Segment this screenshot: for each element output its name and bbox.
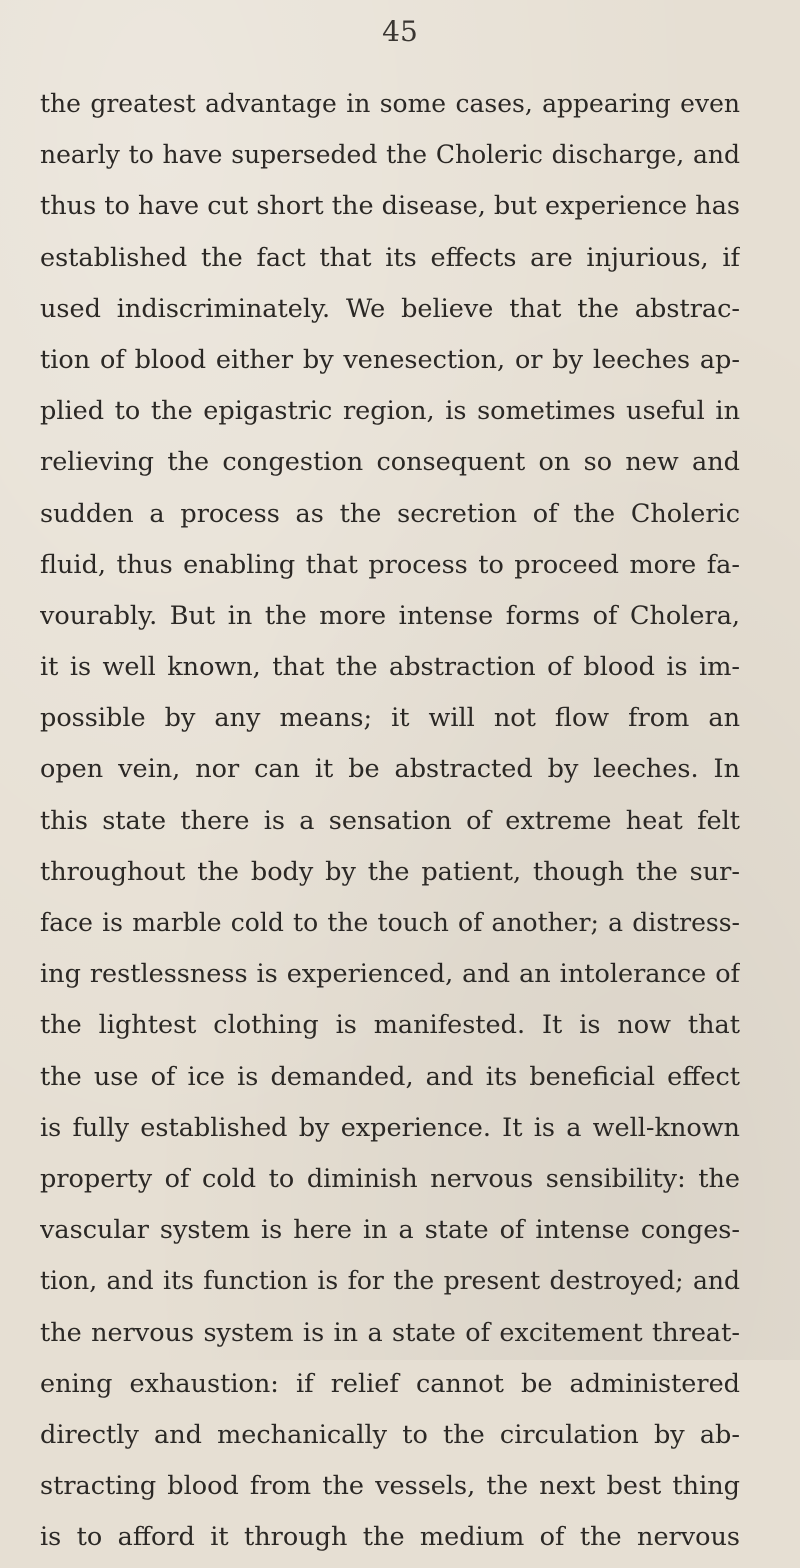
text-line: is to afford it through the medium of the nervous	[40, 1522, 740, 1553]
text-line: nearly to have superseded the Choleric discharge, and	[40, 140, 740, 170]
text-line: relieving the congestion consequent on so new and	[40, 447, 740, 478]
text-line: the use of ice is demanded, and its beneficial effect	[40, 1061, 740, 1092]
text-line: fluid, thus enabling that process to proceed more fa-	[40, 549, 740, 580]
text-line: tion of blood either by venesection, or by leeches ap-	[40, 344, 740, 375]
text-line: face is marble cold to the touch of another; a distress-	[40, 908, 740, 937]
text-line: tion, and its function is for the present destroyed; and	[40, 1266, 740, 1296]
text-line: vourably. But in the more intense forms of Cholera,	[40, 600, 740, 631]
text-line: ening exhaustion: if relief cannot be administered	[40, 1368, 740, 1399]
text-line: the greatest advantage in some cases, appearing even	[40, 89, 740, 118]
body-text	[40, 84, 740, 1568]
text-line: established the fact that its effects are injurious, if	[40, 242, 740, 273]
text-line: property of cold to diminish nervous sensibility: the	[40, 1163, 740, 1194]
text-line: thus to have cut short the disease, but experience has	[40, 191, 740, 222]
text-line: open vein, nor can it be abstracted by leeches. In	[40, 754, 740, 785]
text-line: the nervous system is in a state of excitement threat-	[40, 1317, 740, 1348]
text-line: vascular system is here in a state of intense conges-	[40, 1215, 740, 1246]
text-line: stracting blood from the vessels, the next best thing	[40, 1471, 740, 1502]
text-line: used indiscriminately. We believe that the abstrac-	[40, 293, 740, 324]
text-line: directly and mechanically to the circulation by ab-	[40, 1419, 740, 1450]
text-line: this state there is a sensation of extreme heat felt	[40, 805, 740, 836]
text-line: is fully established by experience. It is a well-known	[40, 1112, 740, 1143]
text-line: it is well known, that the abstraction of blood is im-	[40, 652, 740, 683]
text-line: possible by any means; it will not flow from an	[40, 703, 740, 734]
text-line: sudden a process as the secretion of the Choleric	[40, 498, 740, 529]
text-line: plied to the epigastric region, is sometimes useful in	[40, 396, 740, 427]
text-line: the lightest clothing is manifested. It is now that	[40, 1010, 740, 1041]
text-line: ing restlessness is experienced, and an intolerance of	[40, 959, 740, 990]
text-line: throughout the body by the patient, though the sur-	[40, 856, 740, 887]
page-number: 45	[382, 15, 418, 48]
